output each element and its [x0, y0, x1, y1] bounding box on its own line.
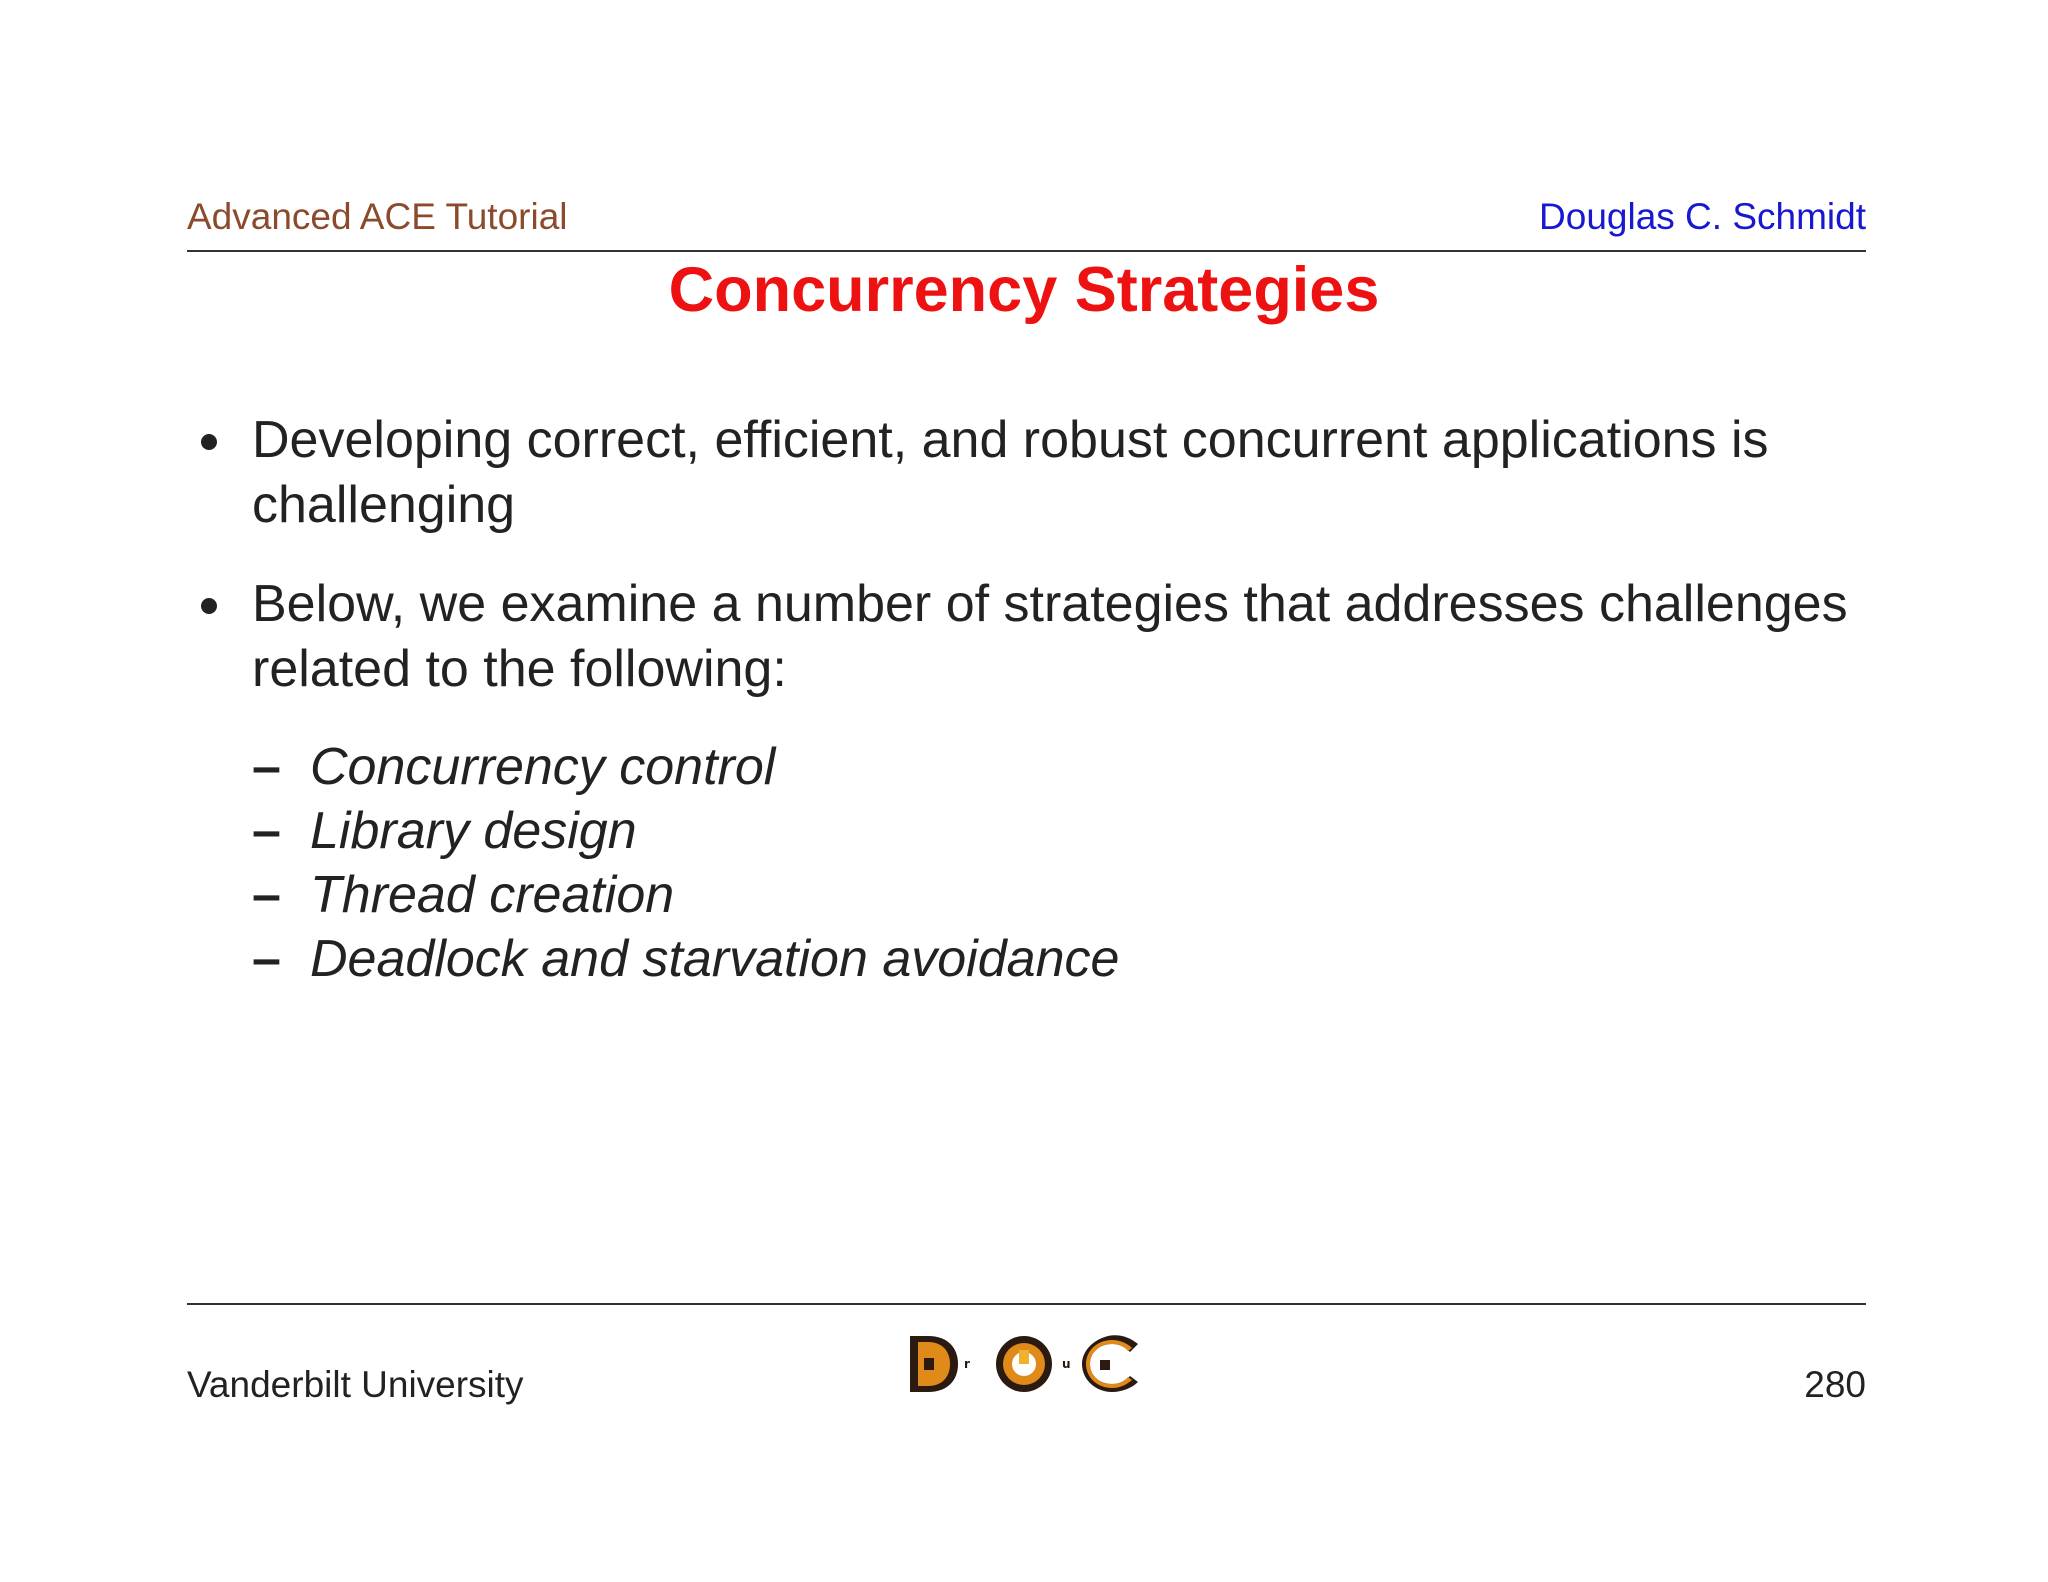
sub-bullet-list	[252, 735, 1119, 991]
bullet-text: Below, we examine a number of strategies that addresses challenges related to the following:	[252, 575, 1848, 698]
header-course-title: Advanced ACE Tutorial	[187, 196, 568, 237]
bullet-text: Developing correct, efficient, and robust concurrent applications is challenging	[252, 411, 1769, 534]
dash-icon: –	[252, 866, 281, 924]
svg-text:u: u	[1062, 1357, 1071, 1371]
sub-bullet-item	[252, 735, 1119, 799]
sub-bullet-text: Library design	[310, 802, 637, 860]
footer-divider	[187, 1303, 1866, 1305]
dash-icon: –	[252, 802, 281, 860]
sub-bullet-item	[252, 927, 1119, 991]
header-author: Douglas C. Schmidt	[1539, 196, 1866, 237]
dash-icon: –	[252, 738, 281, 796]
doc-group-logo-icon	[906, 1330, 1148, 1398]
sub-bullet-text: Deadlock and starvation avoidance	[310, 930, 1120, 988]
bullet-list	[187, 408, 1866, 736]
header-divider	[187, 250, 1866, 252]
sub-bullet-item	[252, 863, 1119, 927]
bullet-dot-icon	[201, 598, 217, 614]
bullet-item	[187, 572, 1866, 702]
footer-institution: Vanderbilt University	[187, 1364, 524, 1405]
bullet-dot-icon	[201, 434, 217, 450]
bullet-item	[187, 408, 1866, 538]
sub-bullet-text: Thread creation	[310, 866, 675, 924]
slide-title: Concurrency Strategies	[668, 255, 1380, 325]
svg-text:r: r	[964, 1357, 970, 1371]
page-number: 280	[1804, 1364, 1866, 1405]
sub-bullet-text: Concurrency control	[310, 738, 776, 796]
dash-icon: –	[252, 930, 281, 988]
sub-bullet-item	[252, 799, 1119, 863]
